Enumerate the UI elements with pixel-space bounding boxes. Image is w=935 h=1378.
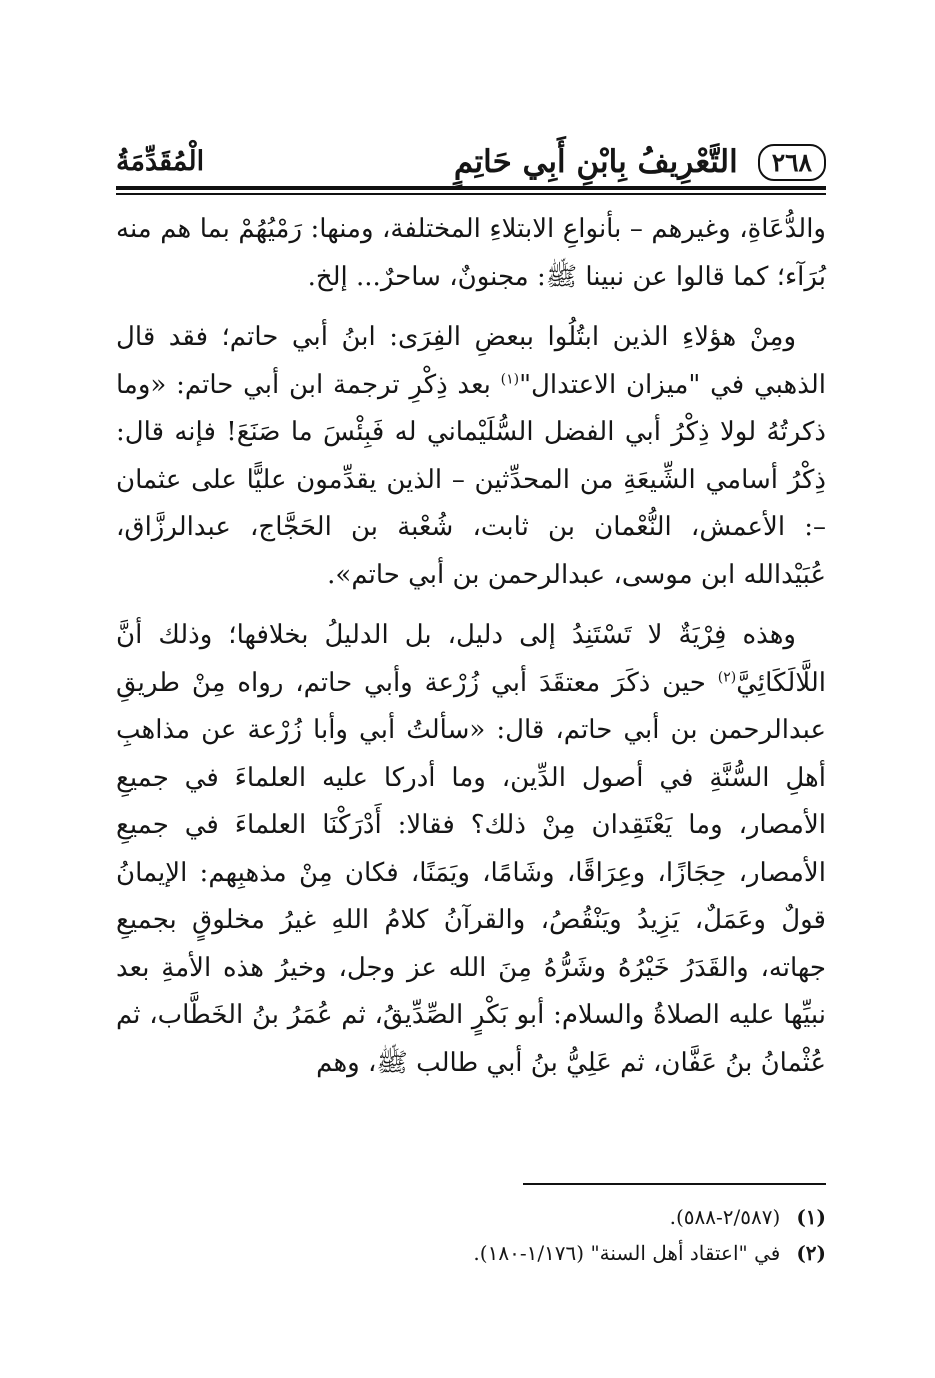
paragraph-3 <box>116 612 826 1087</box>
header-rule-thick <box>116 186 826 190</box>
paragraph-2 <box>116 314 826 599</box>
body-text <box>116 206 826 1100</box>
paragraph-1: والدُّعَاةِ، وغيرهم – بأنواعِ الابتلاءِ المختلفة، ومنها: رَمْيُهُمْ بما هم منه بُرَآء؛ كما قالوا عن نبينا ﷺ: مجنونٌ، ساحرٌ... إلخ. <box>116 214 826 292</box>
footnote-separator <box>523 1183 826 1185</box>
paragraph-3-part-b: حين ذكَرَ معتقَدَ أبي زُرْعة وأبي حاتم، رواه مِنْ طريقِ عبدالرحمن بن أبي حاتم، قال: «سألتُ أبي وأبا زُرْعة عن مذاهبِ أهلِ السُّنَّةِ في أصول الدِّين، وما أدركا عليه العلماءَ في جميعِ الأمصار، وما يَعْتَقِدان مِنْ ذلك؟ فقالا: أَدْرَكْنَا العلماءَ في جميعِ الأمصار، حِجَازًا، وعِرَاقًا، وشَامًا، ويَمَنًا، فكان مِنْ مذهبِهم: الإيمانُ قولٌ وعَمَلٌ، يَزِيدُ ويَنْقُصُ، والقرآنُ كلامُ اللهِ غيرُ مخلوقٍ بجميعِ جهاته، والقَدَرُ خَيْرُهُ وشَرُّهُ مِنَ الله عز وجل، وخيرُ هذه الأمةِ بعد نبيِّها عليه الصلاةُ والسلام: أبو بَكْرٍ الصِّدِّيقُ، ثم عُمَرُ بنُ الخَطَّاب، ثم عُثْمانُ بنُ عَفَّان، ثم عَلِيُّ بنُ أبي طالب ﷺ، وهم <box>116 667 826 1078</box>
page-header <box>116 112 826 182</box>
footnote-ref-2: (٢) <box>717 668 737 685</box>
header-right-group <box>454 142 826 182</box>
book-title: التَّعْرِيفُ بِابْنِ أَبِي حَاتِمٍ <box>453 144 738 180</box>
footnotes <box>116 1199 826 1271</box>
footnote-2 <box>116 1235 826 1271</box>
footnote-number: (١) <box>796 1205 826 1229</box>
section-title: الْمُقَدِّمَةُ <box>116 146 205 177</box>
paragraph-2-part-b: بعد ذِكْرِ ترجمة ابن أبي حاتم: «وما ذكرتُهُ لولا ذِكْرُ أبي الفضل السُّلَيْماني له فَبِئْسَ ما صَنَعَ! فإنه قال: ذِكْرُ أسامي الشِّيعَةِ من المحدِّثين – الذين يقدِّمون عليًّا على عثمان –: الأعمش، النُّعْمان بن ثابت، شُعْبة بن الحَجَّاج، عبدالرزَّاق، عُبَيْدالله ابن موسى، عبدالرحمن بن أبي حاتم». <box>116 369 826 590</box>
header-rule-thin <box>116 193 826 195</box>
footnote-ref-1: (١) <box>500 370 520 387</box>
footnote-1 <box>116 1199 826 1235</box>
paragraph-3-part-a: وهذه فِرْيَةٌ لا تَسْتَنِدُ إلى دليل، بل الدليلُ بخلافها؛ وذلك أنَّ اللَّالَكَائِيَّ <box>116 620 826 698</box>
footnote-text: (٢/٥٨٧-٥٨٨). <box>669 1205 781 1229</box>
footnote-number: (٢) <box>796 1241 826 1265</box>
paragraph-2-part-a: ومِنْ هؤلاءِ الذين ابتُلُوا ببعضِ الفِرَى: ابنُ أبي حاتم؛ فقد قال الذهبي في "ميزان الاعتدال" <box>116 322 826 400</box>
page-number: ٢٦٨ <box>758 144 826 181</box>
footnote-text: في "اعتقاد أهل السنة" (١/١٧٦-١٨٠). <box>473 1241 781 1265</box>
